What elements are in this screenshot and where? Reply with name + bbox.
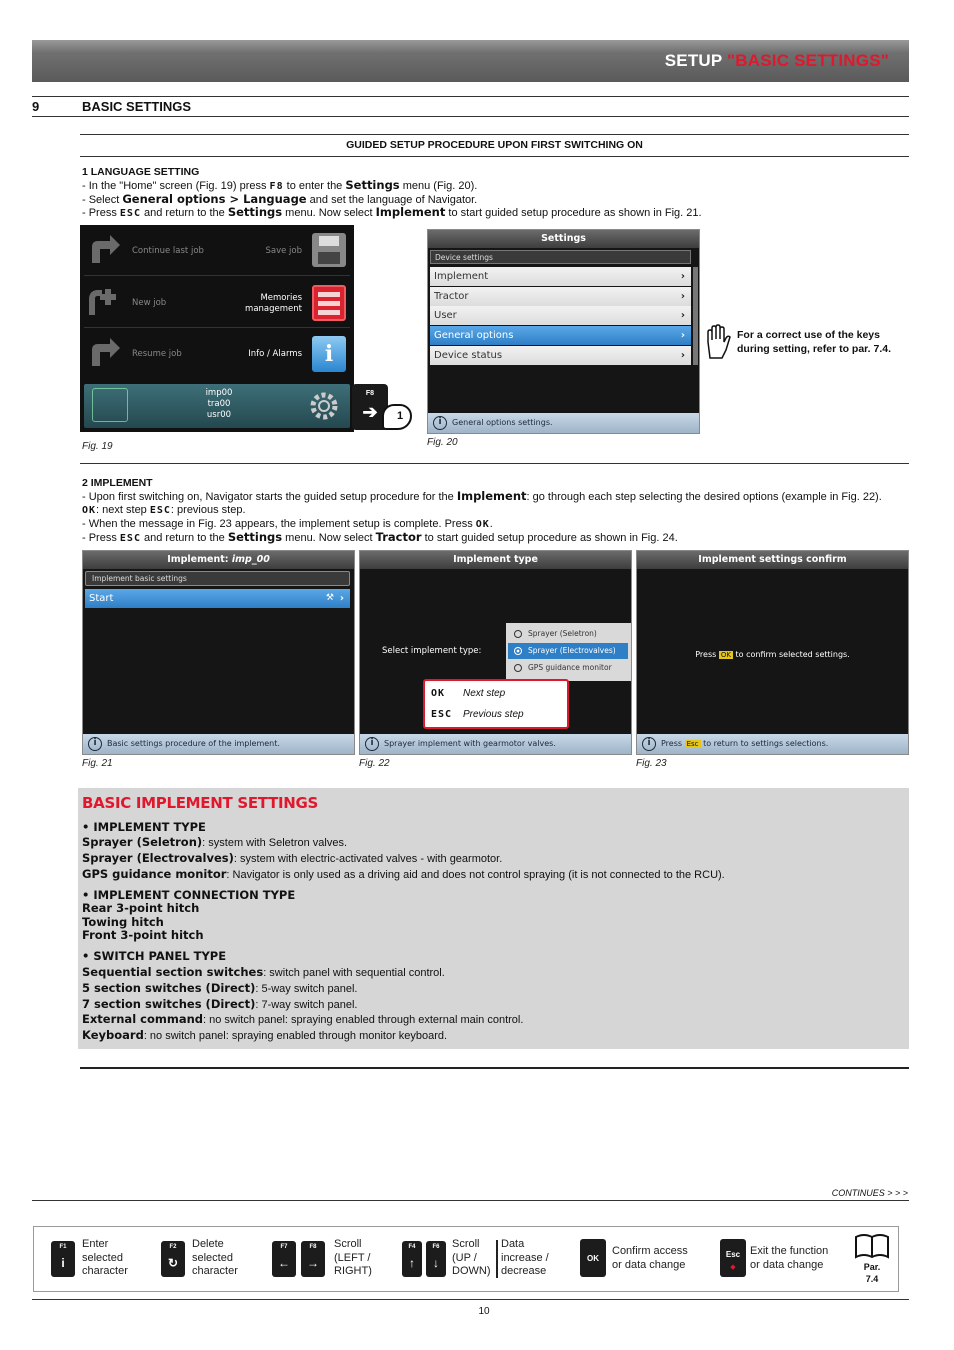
legend-f2-text: Delete selected character: [192, 1238, 238, 1277]
pointing-hand-icon: 1: [382, 404, 412, 430]
section-title: BASIC SETTINGS: [82, 99, 192, 114]
step2-line2: OK: next step ESC: previous step.: [82, 504, 246, 516]
home-memories: Memories management: [245, 293, 302, 314]
home-save-job: Save job: [265, 246, 302, 256]
legend-esc-text: Exit the function or data change: [750, 1245, 829, 1271]
fig19-home-screen: [80, 225, 354, 432]
resume-job-icon: [88, 336, 122, 370]
start-item[interactable]: Start › ⚒: [85, 589, 350, 608]
radio-icon: [514, 664, 522, 672]
list-item: 5 section switches (Direct): 5-way switch panel.: [82, 981, 358, 995]
continues-label: CONTINUES > > >: [831, 1188, 908, 1198]
esc-key-icon: Esc ◆: [720, 1239, 746, 1277]
option-gps-guidance[interactable]: GPS guidance monitor: [508, 660, 628, 676]
home-resume-job: Resume job: [132, 349, 182, 359]
info-icon: i: [642, 737, 656, 751]
list-item: Sprayer (Seletron): system with Seletron valves.: [82, 835, 348, 849]
list-item: Front 3-point hitch: [82, 928, 204, 942]
divider: [496, 1240, 498, 1278]
settings-item-device-status[interactable]: Device status ›: [430, 346, 691, 365]
fig23-footer: i Press Esc to return to settings selections.: [637, 734, 908, 754]
fig23-confirm-screen: [636, 550, 909, 755]
f1-key-icon: F1 i: [51, 1241, 75, 1277]
fig21-caption: Fig. 21: [82, 758, 113, 769]
divider: [80, 156, 909, 157]
legend-ok-text: Confirm access or data change: [612, 1245, 688, 1271]
step2-line3: - When the message in Fig. 23 appears, the implement setup is complete. Press OK.: [82, 518, 493, 530]
divider: [32, 96, 909, 97]
step1-line2: - Select General options > Language and set the language of Navigator.: [82, 192, 478, 206]
fig22-implement-type-screen: [359, 550, 632, 755]
settings-item-implement[interactable]: Implement ›: [430, 267, 691, 286]
list-item: Keyboard: no switch panel: spraying enabled through monitor keyboard.: [82, 1028, 448, 1042]
divider: [32, 1200, 909, 1201]
implement-type-label: Select implement type:: [382, 646, 482, 656]
settings-item-user[interactable]: User ›: [430, 306, 691, 325]
fig21-footer: i Basic settings procedure of the implement.: [83, 734, 354, 754]
memories-icon: [312, 285, 346, 321]
hand-icon: [704, 324, 734, 360]
f8-key-icon: F8 ➔: [352, 384, 388, 430]
home-new-job: New job: [132, 298, 167, 308]
info-icon: i: [312, 336, 346, 372]
home-continue-job: Continue last job: [132, 246, 204, 256]
divider: [80, 463, 909, 464]
gear-icon: [306, 388, 342, 424]
option-sprayer-electrovalves[interactable]: Sprayer (Electrovalves): [508, 643, 628, 659]
step1-line1: - In the "Home" screen (Fig. 19) press F8 to enter the Settings menu (Fig. 20).: [82, 178, 478, 192]
legend-data-text: Data increase / decrease: [501, 1238, 549, 1277]
legend-f1-text: Enter selected character: [82, 1238, 128, 1277]
procedure-subtitle: GUIDED SETUP PROCEDURE UPON FIRST SWITCHING ON: [346, 139, 643, 151]
f7-key-icon: F7 ←: [272, 1241, 296, 1277]
divider: [32, 1299, 909, 1300]
basic-implement-title: BASIC IMPLEMENT SETTINGS: [82, 794, 319, 812]
book-icon: [854, 1233, 890, 1259]
confirm-message: Press OK to confirm selected settings.: [695, 650, 850, 659]
fig22-footer: i Sprayer implement with gearmotor valves.: [360, 734, 631, 754]
divider: [32, 116, 909, 117]
step1-title: 1 LANGUAGE SETTING: [82, 166, 200, 178]
fig23-caption: Fig. 23: [636, 758, 667, 769]
par-reference: Par. 7.4: [863, 1262, 881, 1284]
tractor-icon: [92, 388, 128, 422]
popup-ok-row: OK Next step: [431, 688, 506, 699]
fig20-footer: i General options settings.: [428, 413, 699, 433]
home-info-alarms: Info / Alarms: [248, 349, 302, 359]
list-item: Towing hitch: [82, 915, 164, 929]
info-icon: i: [88, 737, 102, 751]
step1-line3: - Press ESC and return to the Settings menu. Now select Implement to start guided setup procedure as shown in Fig. 21.: [82, 205, 702, 219]
list-item: External command: no switch panel: spraying enabled through external main control.: [82, 1012, 524, 1026]
floppy-icon: [312, 233, 346, 267]
group-switch-panel: • SWITCH PANEL TYPE: [82, 949, 227, 963]
divider: [80, 134, 909, 135]
radio-icon: [514, 630, 522, 638]
fig21-title: Implement: imp_00: [83, 551, 354, 569]
scrollbar[interactable]: [693, 267, 698, 365]
settings-item-general-options[interactable]: General options ›: [430, 326, 691, 345]
f6-key-icon: F6 ↓: [426, 1241, 446, 1277]
fig20-subheader: Device settings: [430, 250, 691, 264]
f8-key-icon: F8 →: [301, 1241, 325, 1277]
f4-key-icon: F4 ↑: [402, 1241, 422, 1277]
wrench-icon: ⚒: [325, 593, 334, 603]
header-bar: [32, 40, 909, 82]
legend-f7f8-text: Scroll (LEFT / RIGHT): [334, 1238, 372, 1277]
legend-f4f6-text: Scroll (UP / DOWN): [452, 1238, 491, 1277]
step2-line1: - Upon first switching on, Navigator starts the guided setup procedure for the Implement: go through each step selecting the desired options (example in Fig. 22).: [82, 489, 882, 503]
group-connection-type: • IMPLEMENT CONNECTION TYPE: [82, 888, 296, 902]
list-item: 7 section switches (Direct): 7-way switch panel.: [82, 997, 358, 1011]
group-implement-type: • IMPLEMENT TYPE: [82, 820, 206, 834]
section-number: 9: [32, 99, 40, 114]
fig21-implement-screen: [82, 550, 355, 755]
page-number: 10: [478, 1306, 490, 1317]
info-icon: i: [433, 416, 447, 430]
step2-line4: - Press ESC and return to the Settings menu. Now select Tractor to start guided setup procedure as shown in Fig. 24.: [82, 530, 678, 544]
new-job-icon: [88, 285, 122, 319]
key-legend: [33, 1226, 899, 1292]
popup-esc-row: ESC Previous step: [431, 709, 524, 720]
implement-type-options: [506, 623, 632, 681]
fig20-title: Settings: [428, 230, 699, 248]
keys-popup: [423, 679, 569, 729]
list-item: Sequential section switches: switch panel with sequential control.: [82, 965, 445, 979]
f2-key-icon: F2 ↻: [161, 1241, 185, 1277]
profile-bar: [84, 384, 350, 428]
list-item: Rear 3-point hitch: [82, 901, 200, 915]
arrow-back-icon: [88, 233, 122, 267]
keys-note: For a correct use of the keys during setting, refer to par. 7.4.: [737, 329, 892, 355]
list-item: GPS guidance monitor: Navigator is only used as a driving aid and does not control spraying (it is not connected to the RCU).: [82, 867, 725, 881]
option-sprayer-seletron[interactable]: Sprayer (Seletron): [508, 626, 628, 642]
fig20-caption: Fig. 20: [427, 437, 458, 448]
fig21-subheader: Implement basic settings: [85, 571, 350, 586]
info-icon: i: [365, 737, 379, 751]
profile-names: imp00 tra00 usr00: [205, 388, 233, 420]
list-item: Sprayer (Electrovalves): system with electric-activated valves - with gearmotor.: [82, 851, 503, 865]
header-title: SETUP "BASIC SETTINGS": [664, 51, 889, 70]
fig20-settings-screen: [427, 229, 700, 434]
fig22-caption: Fig. 22: [359, 758, 390, 769]
divider: [80, 1067, 909, 1069]
radio-selected-icon: [514, 647, 522, 655]
settings-item-tractor[interactable]: Tractor ›: [430, 287, 691, 306]
fig23-title: Implement settings confirm: [637, 551, 908, 569]
ok-key-icon: OK: [580, 1239, 606, 1277]
fig22-title: Implement type: [360, 551, 631, 569]
step2-title: 2 IMPLEMENT: [82, 477, 153, 489]
fig19-caption: Fig. 19: [82, 441, 113, 452]
